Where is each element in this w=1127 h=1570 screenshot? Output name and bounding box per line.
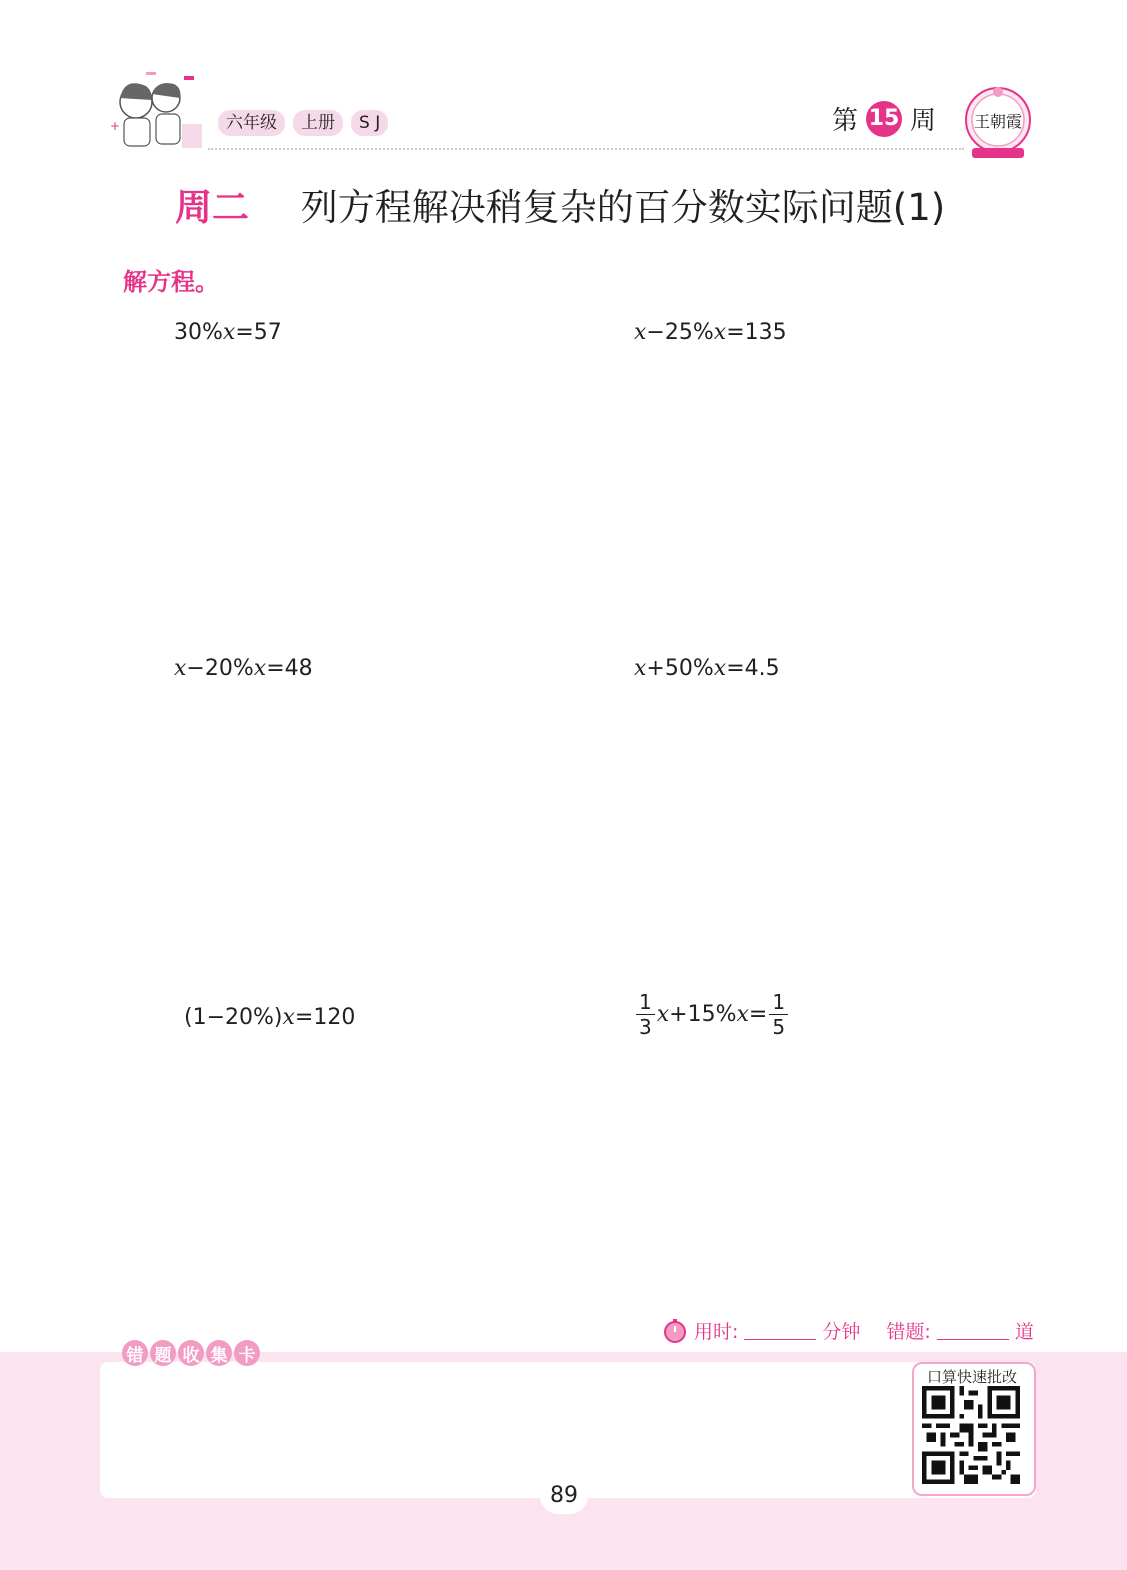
time-blank[interactable]	[744, 1321, 816, 1340]
title-text: 列方程解决稍复杂的百分数实际问题(1)	[300, 186, 946, 229]
kids-illustration-icon	[106, 68, 206, 156]
errors-unit: 道	[1014, 1321, 1034, 1343]
week-suffix: 周	[910, 106, 937, 136]
brand-seal-icon	[962, 80, 1034, 160]
qr-label: 口算快速批改	[926, 1368, 1017, 1386]
equation-4: x +50% x =4.5	[634, 656, 780, 681]
time-unit: 分钟	[822, 1321, 861, 1343]
time-and-errors-record	[662, 1317, 1034, 1344]
volume-tag: 上册	[293, 110, 343, 136]
errors-label: 错题:	[886, 1321, 931, 1343]
svg-text:+: +	[110, 119, 121, 133]
equation-6: $\frac{1}{3}$ x +15% x = $\frac{1}{5}$	[634, 990, 790, 1039]
header-divider	[208, 148, 964, 150]
errors-blank[interactable]	[937, 1321, 1009, 1340]
page-number: 89	[540, 1478, 588, 1514]
edition-tag: S J	[351, 110, 388, 136]
week-prefix: 第	[832, 106, 859, 136]
section-heading: 解方程。	[123, 268, 219, 296]
equation-3: x −20% x =48	[174, 656, 313, 681]
fraction-one-third: $\frac{1}{3}$	[636, 990, 655, 1039]
title-day: 周二	[175, 186, 249, 229]
grade-tags	[218, 110, 388, 136]
equation-5: (1−20%) x =120	[184, 1005, 356, 1030]
week-number-badge: 15	[866, 101, 902, 137]
qr-code-icon[interactable]	[922, 1386, 1020, 1484]
page-title	[175, 184, 945, 232]
grade-tag: 六年级	[218, 110, 285, 136]
week-indicator	[832, 100, 936, 137]
fraction-one-fifth: $\frac{1}{5}$	[769, 990, 788, 1039]
time-label: 用时:	[694, 1321, 739, 1343]
svg-text:王朝霞: 王朝霞	[973, 112, 1023, 131]
stopwatch-icon	[662, 1318, 688, 1344]
equation-1: 30% x =57	[174, 320, 282, 345]
equation-2: x −25% x =135	[634, 320, 787, 345]
mistake-card-title: 错 题 收 集 卡	[122, 1340, 260, 1366]
